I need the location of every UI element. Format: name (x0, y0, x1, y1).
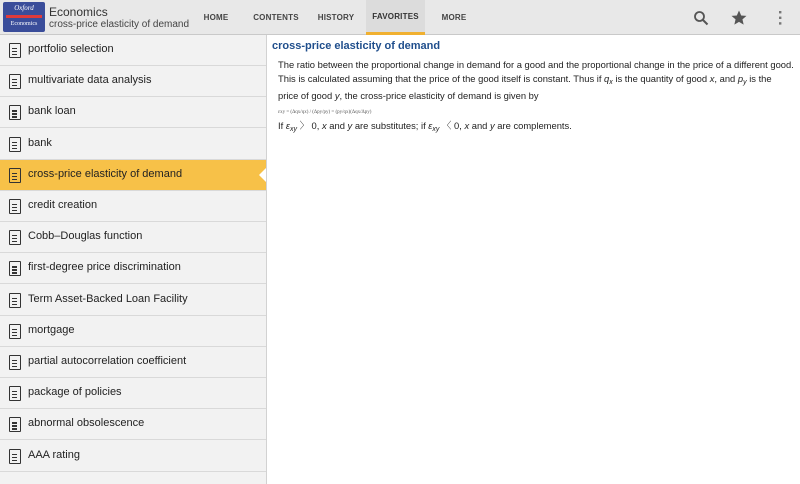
list-item[interactable] (0, 191, 267, 222)
list-item-label: bank (28, 136, 52, 149)
document-icon (9, 293, 21, 308)
document-icon (9, 105, 21, 120)
entry-body (278, 58, 794, 136)
formula-image: εxy = (Δqx/qx) / (Δpy/py) = (py/qx)(Δqx/Δpy) (278, 109, 372, 115)
document-icon (9, 43, 21, 58)
tab-home[interactable]: HOME (203, 13, 229, 22)
math-symbol: x (464, 119, 470, 131)
list-item-label: partial autocorrelation coefficient (28, 355, 187, 367)
search-icon[interactable] (688, 0, 714, 35)
document-icon (9, 199, 21, 214)
math-symbol: 〈 (442, 119, 452, 131)
math-symbol: 〉 (299, 119, 309, 131)
entry-paragraph-1 (278, 58, 794, 103)
list-item[interactable] (0, 35, 267, 66)
app-subtitle: cross-price elasticity of demand (49, 19, 190, 30)
document-icon (9, 230, 21, 245)
math-subscript: xy (432, 125, 440, 133)
list-item[interactable] (0, 160, 267, 191)
math-symbol: q (604, 72, 610, 84)
overflow-menu-icon[interactable] (770, 0, 790, 35)
list-item[interactable] (0, 347, 267, 378)
tab-contents[interactable]: CONTENTS (253, 13, 299, 22)
document-icon (9, 449, 21, 464)
tab-favorites[interactable]: FAVORITES (366, 0, 425, 35)
entry-text: , and (714, 72, 738, 84)
list-item[interactable] (0, 222, 267, 253)
list-item[interactable] (0, 253, 267, 284)
list-item-label: AAA rating (28, 448, 80, 461)
tab-more[interactable]: MORE (441, 13, 467, 22)
math-subscript: xy (289, 125, 297, 133)
list-item-label: credit creation (28, 199, 98, 211)
entry-text: , the cross-price elasticity of demand is given by (339, 90, 539, 101)
math-symbol: ε (285, 119, 290, 131)
selection-pointer (259, 167, 267, 183)
math-symbol: x (321, 119, 327, 131)
entry-text: is the price of good (278, 72, 772, 101)
math-subscript: x (609, 78, 613, 86)
math-subscript: y (743, 78, 747, 86)
math-symbol: y (334, 90, 340, 101)
document-icon (9, 324, 21, 339)
list-item-label: Term Asset-Backed Loan Facility (28, 292, 188, 305)
favorites-list[interactable] (0, 35, 267, 484)
document-icon (9, 355, 21, 370)
entry-text: The ratio between the proportional change in demand for a good and the proportional change in the price of a different good. This is calculated assuming that the price of the good itself is constant. Thus if (278, 59, 794, 84)
entry-text: 0, (451, 119, 465, 131)
entry-text: and (469, 119, 490, 131)
list-item[interactable] (0, 285, 267, 316)
entry-text: 0, (308, 119, 322, 131)
list-item[interactable] (0, 316, 267, 347)
document-icon (9, 261, 21, 276)
math-symbol: x (709, 72, 715, 84)
document-icon (9, 386, 21, 401)
action-bar (0, 0, 800, 35)
document-icon (9, 417, 21, 432)
entry-text: are complements. (494, 119, 572, 131)
list-item[interactable] (0, 66, 267, 97)
logo-bottom-text: Economics (10, 21, 38, 27)
list-item[interactable] (0, 129, 267, 160)
list-item-label: cross-price elasticity of demand (28, 167, 183, 180)
list-item-label: portfolio selection (28, 43, 114, 55)
list-item[interactable] (0, 409, 267, 440)
entry-paragraph-2 (278, 119, 794, 137)
list-item-label: mortgage (28, 323, 75, 336)
logo-stripe (6, 15, 42, 18)
list-item-label: Cobb–Douglas function (28, 230, 143, 243)
entry-text: are substitutes; if (352, 119, 429, 131)
list-item[interactable] (0, 97, 267, 128)
document-icon (9, 137, 21, 152)
math-symbol: ε (428, 119, 433, 131)
app-title: Economics (49, 5, 108, 19)
document-icon (9, 74, 21, 89)
star-icon[interactable] (726, 0, 752, 35)
list-item-label: multivariate data analysis (28, 74, 152, 87)
entry-text: If (278, 119, 286, 131)
list-item[interactable] (0, 378, 267, 409)
document-icon (9, 168, 21, 183)
entry-title: cross-price elasticity of demand (272, 40, 441, 52)
list-item-label: first-degree price discrimination (28, 261, 181, 274)
entry-text: is the quantity of good (612, 72, 710, 84)
math-symbol: p (737, 72, 744, 84)
list-item-label: bank loan (28, 105, 76, 118)
entry-pane (268, 35, 800, 484)
list-item[interactable] (0, 441, 267, 472)
entry-text: and (326, 119, 348, 131)
tab-history[interactable]: HISTORY (317, 13, 355, 22)
math-symbol: y (490, 119, 495, 131)
list-item-label: abnormal obsolescence (28, 417, 145, 430)
logo-top-text: Oxford (14, 4, 34, 12)
list-item-label: package of policies (28, 386, 122, 399)
app-logo[interactable] (3, 2, 45, 32)
math-symbol: y (347, 119, 353, 131)
